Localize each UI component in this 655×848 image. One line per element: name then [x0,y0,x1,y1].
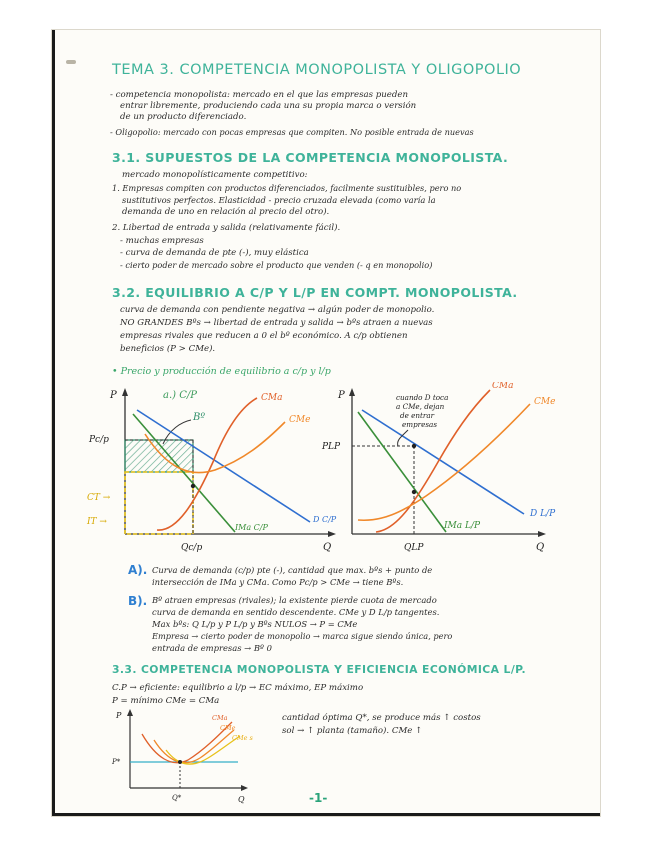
graph-b-note-3: de entrar [400,411,435,420]
qcp-label: Qc/p [181,543,203,553]
graph-b-note-1: cuando D toca [396,393,449,402]
benefit-label: Bº [193,412,206,423]
note-b-line-2: curva de demanda en sentido descendente. CMe y D L/p tangentes. [152,607,440,617]
img-lp-label: IMa L/P [444,521,481,531]
graph-a-intersection [191,484,195,488]
page-number: -1- [309,791,328,805]
ct-label: CT → [87,493,111,503]
graph-b-p-arrow [349,388,355,396]
intro-line-4: - Oligopolio: mercado con pocas empresas que compiten. No posible entrada de nuevas [110,127,474,137]
graph-a-p-label: P [110,390,117,401]
note-b-label: B). [128,594,148,608]
graph-c-p-label: P [116,711,122,720]
page-title: TEMA 3. COMPETENCIA MONOPOLISTA Y OLIGOPOLIO [112,62,522,78]
s31-line-7: - curva de demanda de pte (-), muy elástica [120,248,309,258]
graph-c-q-label: Q [238,795,245,804]
graph-efficiency [108,706,258,806]
section-3-1-heading: 3.1. SUPUESTOS DE LA COMPETENCIA MONOPOLISTA. [112,150,509,165]
s31-line-3: sustitutivos perfectos. Elasticidad - precio cruzada elevada (como varía la [122,195,436,205]
s31-line-2: 1. Empresas compiten con productos diferenciados, facilmente sustituibles, pero no [112,183,462,193]
graph-b-q-label: Q [536,542,545,553]
s32-line-1: curva de demanda con pendiente negativa → algún poder de monopolio. [120,305,435,315]
graph-c-p-arrow [127,709,133,716]
cme-c-label: CMe [220,724,236,732]
s32-line-2: NO GRANDES Bºs → libertad de entrada y salida → bºs atraen a nuevas [120,318,433,328]
graph-b-note-2: a CMe, dejan [396,402,445,411]
s33-line-2: P = mínimo CMe = CMa [112,696,220,706]
demand-cp-label: D C/P [313,515,337,524]
demand-lp-label: D L/P [530,509,556,519]
cme-c-curve [154,730,234,763]
intro-line-3: de un producto diferenciado. [120,112,247,122]
cma-lp-label: CMa [492,382,514,391]
page-edge-bottom [52,813,600,816]
pcp-label: Pc/p [89,435,109,445]
s33-line-1: C.P → eficiente: equilibrio a l/p → EC máximo, EP máximo [112,683,364,693]
note-b-line-1: Bº atraen empresas (rivales); la existente pierde cuota de mercado [152,595,437,605]
demand-lp-curve [362,410,524,514]
s33-right-line-2: sol → ↑ planta (tamaño). CMe ↑ [282,726,423,736]
graph-c-point [178,760,182,764]
note-a-label: A). [128,563,148,577]
graph-b-q-arrow [538,531,546,537]
note-b-line-3: Max bºs: Q L/p y P L/p y Bºs NULOS → P = CMe [152,619,358,629]
cme-lp-label: CMe [534,397,556,407]
binder-hole [66,60,76,64]
s31-line-8: - cierto poder de mercado sobre el producto que venden (- q en monopolio) [120,260,433,270]
graph-long-run [318,382,580,557]
s33-right-line-1: cantidad óptima Q*, se produce más ↑ costos [282,713,481,723]
cme-cp-label: CMe [289,415,311,425]
cma-c-label: CMa [212,714,228,722]
graph-short-run [85,382,340,557]
qlp-label: QLP [404,543,424,553]
graph-c-pstar-label: P* [112,758,121,766]
it-label: IT → [87,517,107,527]
cmes-c-curve [166,736,240,764]
plp-label: PLP [322,442,341,452]
page-edge-left [52,30,55,816]
intro-line-2: entrar libremente, produciendo cada una su propia marca o versión [120,101,417,111]
s31-line-1: mercado monopolísticamente competitivo: [122,170,308,180]
graphs-heading: • Precio y producción de equilibrio a c/p y l/p [112,366,331,377]
ct-it-rect [125,472,193,534]
img-cp-label: IMa C/P [235,523,268,532]
s32-line-4: beneficios (P > CMe). [120,344,216,354]
s31-line-6: - muchas empresas [120,236,204,246]
s32-line-3: empresas rivales que reducen a 0 el bº económico. A c/p obtienen [120,331,408,341]
graph-a-p-arrow [122,388,128,396]
graph-a-q-label: Q [323,542,332,553]
graph-c-q-arrow [241,785,248,791]
graph-b-tangent-point [412,444,416,448]
note-b-line-5: entrada de empresas → Bº 0 [152,643,272,653]
graph-a-subtitle: a.) C/P [163,390,197,401]
section-3-2-heading: 3.2. EQUILIBRIO A C/P Y L/P EN COMPT. MONOPOLISTA. [112,285,518,300]
graph-c-qstar-label: Q* [172,794,182,802]
note-a-line-2: intersección de IMa y CMa. Como Pc/p > CMe → tiene Bºs. [152,577,404,587]
note-b-line-4: Empresa → cierto poder de monopolio → marca sigue siendo única, pero [152,631,453,641]
graph-b-intersection [412,490,416,494]
note-a-line-1: Curva de demanda (c/p) pte (-), cantidad que max. bºs + punto de [152,565,433,575]
s31-line-5: 2. Libertad de entrada y salida (relativamente fácil). [112,223,341,233]
s31-line-4: demanda de uno en relación al precio del otro). [122,207,330,217]
cma-cp-label: CMa [261,393,283,403]
graph-b-note-4: empresas [402,420,438,429]
intro-line-1: - competencia monopolista: mercado en el que las empresas pueden [110,90,408,100]
graph-b-p-label: P [338,390,345,401]
cmes-c-label: CMe s [232,734,253,742]
section-3-3-heading: 3.3. COMPETENCIA MONOPOLISTA Y EFICIENCIA ECONÓMICA L/P. [112,663,526,676]
